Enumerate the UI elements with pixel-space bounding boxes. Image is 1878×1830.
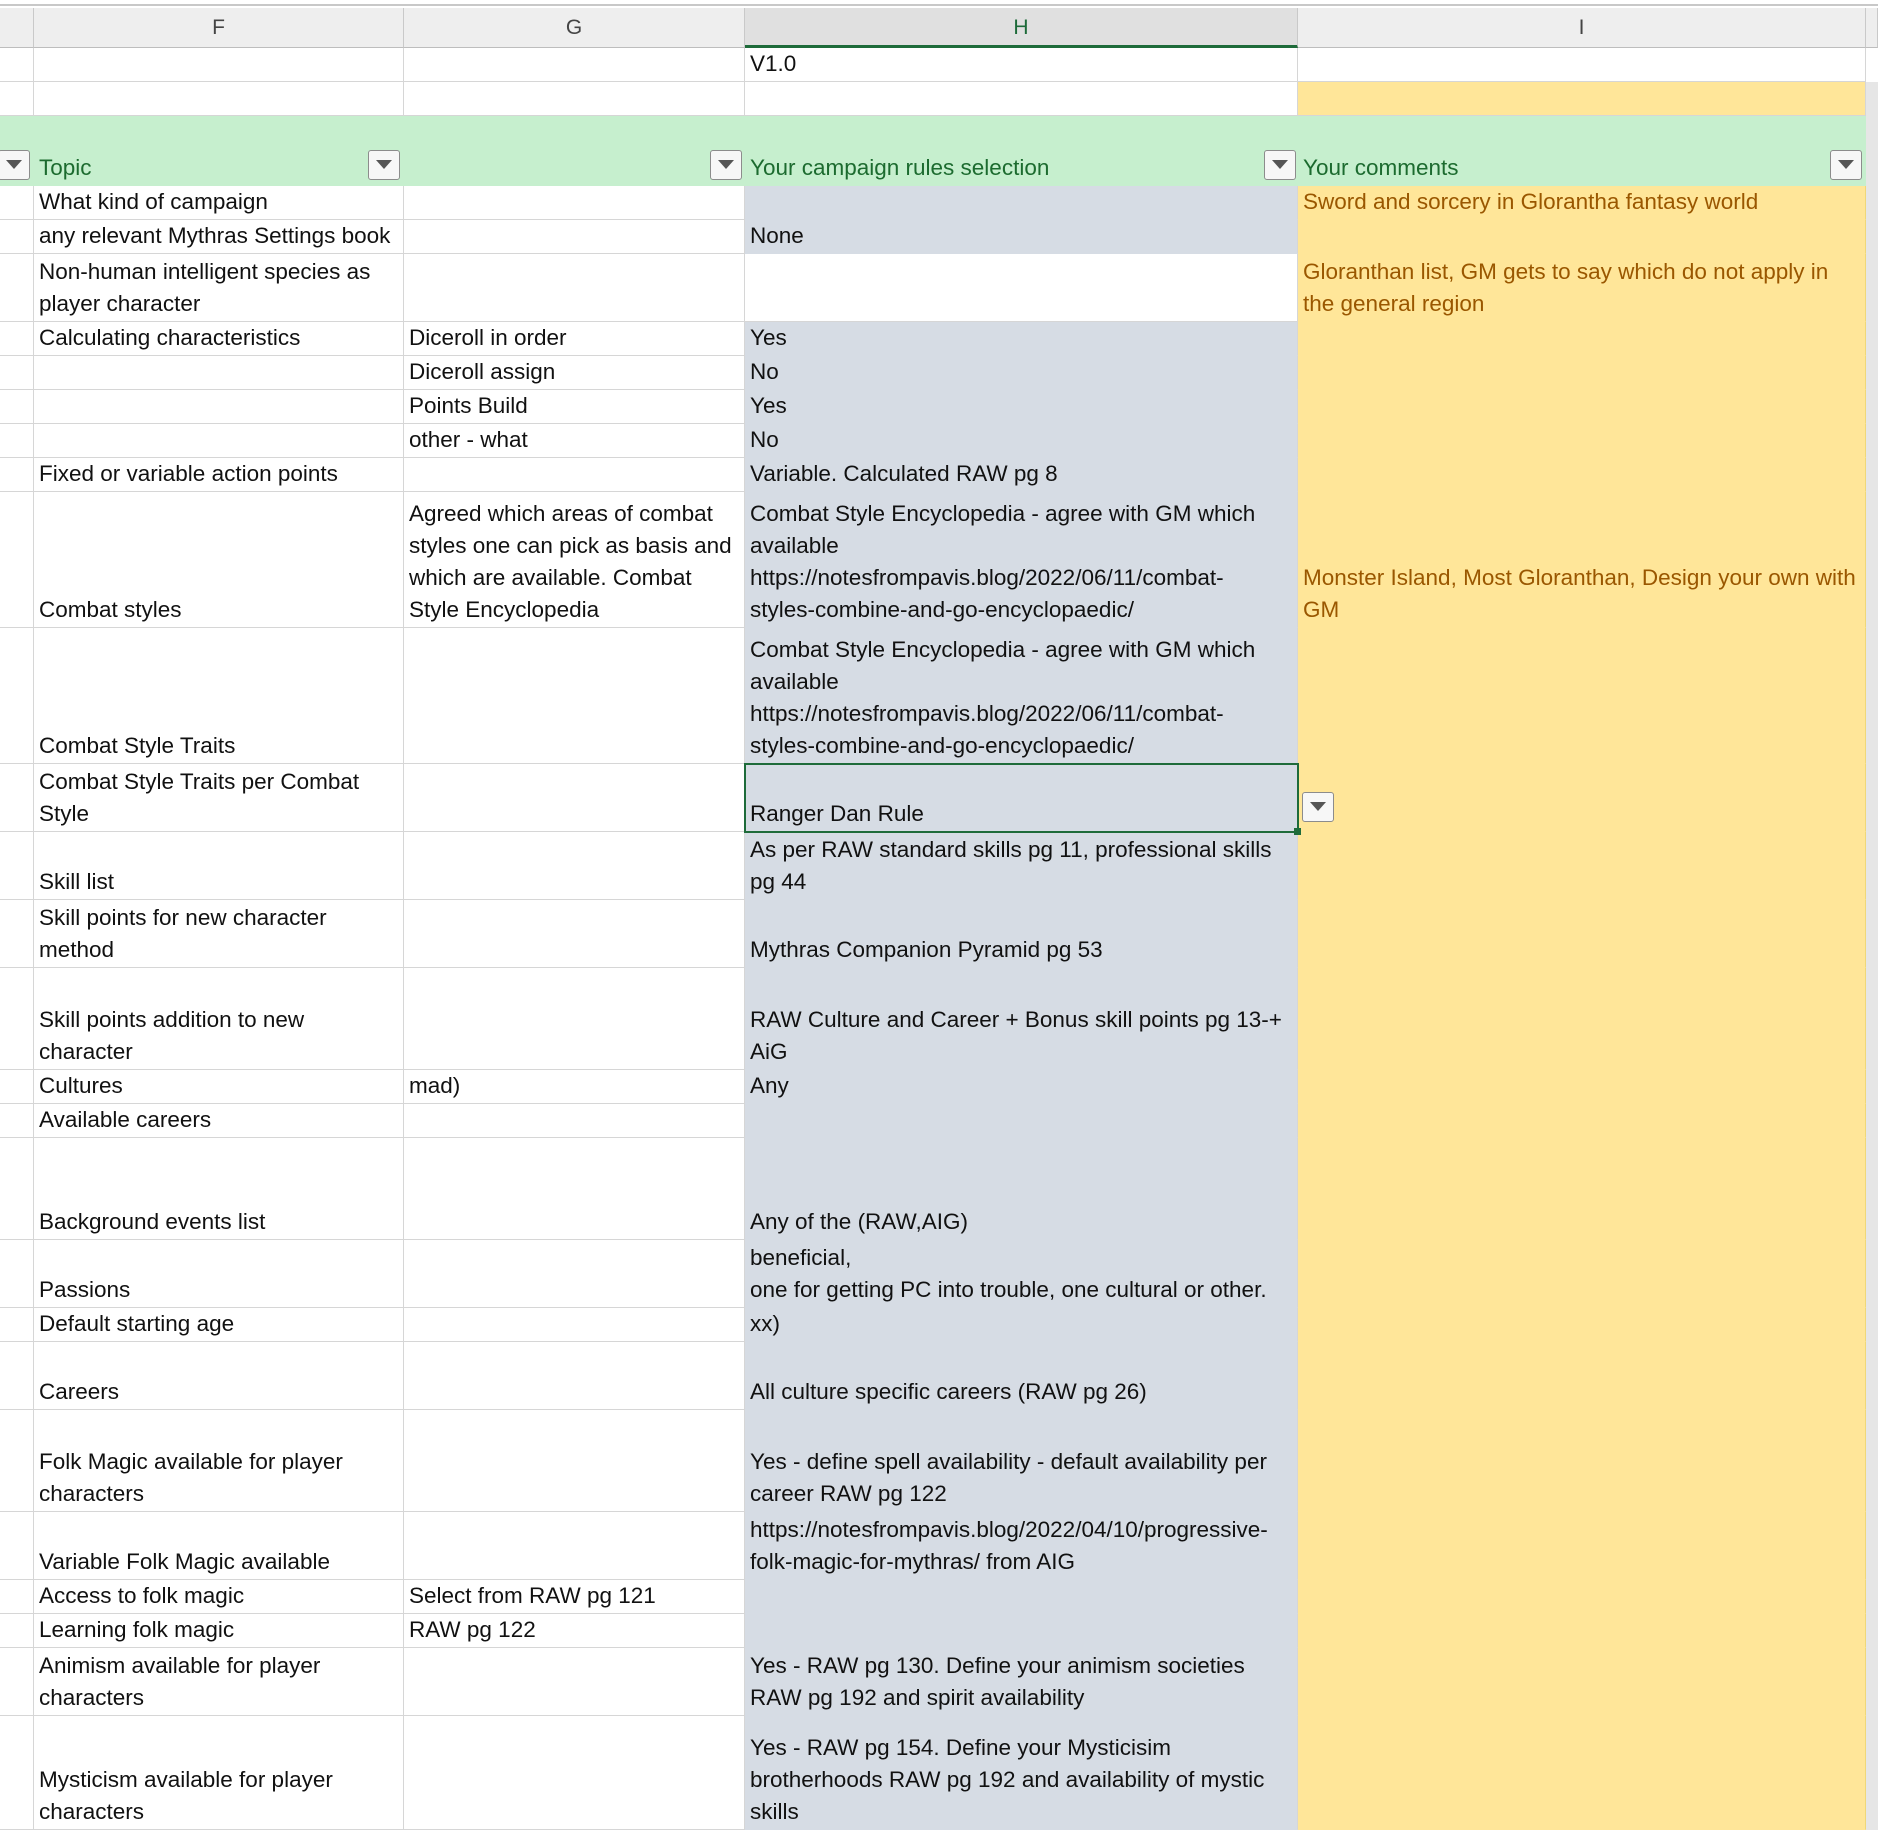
selection-cell[interactable]: [745, 220, 1298, 254]
comment-cell[interactable]: [1298, 764, 1866, 832]
header-selection-text: Your campaign rules selection: [750, 155, 1050, 180]
comment-cell[interactable]: [1298, 220, 1866, 254]
selection-cell-text: No: [750, 359, 779, 384]
selection-cell-text: Yes: [750, 325, 787, 350]
selection-cell[interactable]: [745, 1580, 1298, 1614]
selection-cell-text: Yes - RAW pg 130. Define your animism societies RAW pg 192 and spirit availability: [750, 1653, 1245, 1710]
row-margin[interactable]: [0, 458, 34, 492]
comment-cell[interactable]: [1298, 322, 1866, 356]
selection-cell[interactable]: [745, 1342, 1298, 1410]
selection-cell[interactable]: [745, 1410, 1298, 1512]
option-cell[interactable]: [404, 1580, 745, 1614]
toolbar-edge: [0, 4, 1878, 6]
row-margin[interactable]: [0, 1342, 34, 1410]
topic-cell-text: Background events list: [39, 1209, 266, 1234]
col-header-f[interactable]: F: [34, 8, 404, 48]
comment-cell[interactable]: [1298, 424, 1866, 458]
option-cell[interactable]: [404, 764, 745, 832]
comment-cell[interactable]: [1298, 968, 1866, 1070]
topic-cell-text: Available careers: [39, 1107, 212, 1132]
comment-cell[interactable]: [1298, 458, 1866, 492]
comment-cell[interactable]: [1298, 254, 1866, 322]
selection-cell[interactable]: [745, 186, 1298, 220]
row-margin[interactable]: [0, 1614, 34, 1648]
selection-cell[interactable]: [745, 764, 1298, 832]
topic-cell-text: Combat Style Traits per Combat Style: [39, 769, 360, 826]
selection-cell[interactable]: [745, 1138, 1298, 1240]
cell-empty[interactable]: [404, 82, 745, 116]
row-margin[interactable]: [0, 1070, 34, 1104]
topic-cell[interactable]: [34, 764, 404, 832]
next-column-edge: [1866, 82, 1878, 1830]
row-margin[interactable]: [0, 1410, 34, 1512]
selection-cell[interactable]: [745, 968, 1298, 1070]
option-cell[interactable]: [404, 1138, 745, 1240]
col-header-blank[interactable]: [0, 8, 34, 48]
topic-cell-text: any relevant Mythras Settings book: [39, 223, 391, 248]
row-margin[interactable]: [0, 220, 34, 254]
topic-cell-text: Combat Style Traits: [39, 733, 236, 758]
selection-cell[interactable]: [745, 1648, 1298, 1716]
row-margin[interactable]: [0, 424, 34, 458]
row-margin[interactable]: [0, 254, 34, 322]
selection-cell[interactable]: [745, 322, 1298, 356]
row-margin[interactable]: [0, 1104, 34, 1138]
option-cell-text: Select from RAW pg 121: [409, 1583, 656, 1608]
topic-cell[interactable]: [34, 1138, 404, 1240]
col-header-h[interactable]: H: [745, 8, 1298, 48]
filter-dropdown-icon: [376, 160, 392, 170]
selection-cell-text: Variable. Calculated RAW pg 8: [750, 461, 1058, 486]
comment-cell[interactable]: [1298, 1104, 1866, 1138]
header-blank[interactable]: [404, 116, 745, 186]
comment-cell[interactable]: [1298, 1308, 1866, 1342]
selection-cell[interactable]: [745, 390, 1298, 424]
option-cell[interactable]: [404, 1240, 745, 1308]
comment-cell-text: Gloranthan list, GM gets to say which do not apply in the general region: [1303, 259, 1829, 316]
selection-cell-text: Yes: [750, 393, 787, 418]
comment-cell[interactable]: [1298, 1240, 1866, 1308]
option-cell-text: mad): [409, 1073, 461, 1098]
fill-handle[interactable]: [1294, 828, 1301, 835]
header-comments-text: Your comments: [1303, 155, 1459, 180]
option-cell[interactable]: [404, 1104, 745, 1138]
version-cell-text: V1.0: [750, 51, 797, 76]
row-margin[interactable]: [0, 764, 34, 832]
comment-cell[interactable]: [1298, 390, 1866, 424]
header-topic-text: Topic: [39, 155, 92, 180]
row-margin[interactable]: [0, 832, 34, 900]
comment-cell[interactable]: [1298, 356, 1866, 390]
row-margin[interactable]: [0, 1240, 34, 1308]
topic-cell-text: Cultures: [39, 1073, 123, 1098]
selection-cell[interactable]: [745, 1512, 1298, 1580]
filter-button-g[interactable]: [710, 150, 742, 180]
option-cell-text: Agreed which areas of combat styles one can pick as basis and which are available. Combat Style Encyclopedia: [409, 501, 732, 622]
row-margin[interactable]: [0, 356, 34, 390]
col-header-i[interactable]: I: [1298, 8, 1866, 48]
option-cell[interactable]: [404, 1070, 745, 1104]
option-cell[interactable]: [404, 390, 745, 424]
topic-cell[interactable]: [34, 1240, 404, 1308]
col-header-g[interactable]: G: [404, 8, 745, 48]
cell-empty[interactable]: [1298, 48, 1866, 82]
option-cell[interactable]: [404, 628, 745, 764]
cell-empty[interactable]: [745, 82, 1298, 116]
comment-cell[interactable]: [1298, 1648, 1866, 1716]
comment-cell[interactable]: [1298, 1138, 1866, 1240]
col-header-next[interactable]: [1866, 8, 1878, 48]
option-cell[interactable]: [404, 1716, 745, 1830]
row-margin[interactable]: [0, 390, 34, 424]
header-topic[interactable]: [34, 116, 404, 186]
topic-cell[interactable]: [34, 900, 404, 968]
selection-cell-text: As per RAW standard skills pg 11, professional skills pg 44: [750, 837, 1272, 894]
header-selection[interactable]: [745, 116, 1298, 186]
topic-cell[interactable]: [34, 220, 404, 254]
selection-cell-text: Combat Style Encyclopedia - agree with GM which available https://notesfrompavis.blog/2022/06/11/combat- styles-combine-and-go-encyclopaedic/: [750, 501, 1256, 622]
option-cell[interactable]: [404, 1614, 745, 1648]
selection-cell[interactable]: [745, 1308, 1298, 1342]
cell-empty[interactable]: [34, 48, 404, 82]
topic-cell[interactable]: [34, 390, 404, 424]
selection-cell[interactable]: [745, 1614, 1298, 1648]
comment-cell[interactable]: [1298, 1410, 1866, 1512]
comment-cell-text: Monster Island, Most Gloranthan, Design your own with GM: [1303, 565, 1856, 622]
option-cell[interactable]: [404, 322, 745, 356]
row-margin[interactable]: [0, 1512, 34, 1580]
comment-cell[interactable]: [1298, 186, 1866, 220]
cell-dropdown-button[interactable]: [1302, 792, 1334, 822]
chevron-down-icon: [1310, 802, 1326, 812]
selection-cell-text: None: [750, 223, 804, 248]
row-margin[interactable]: [0, 1716, 34, 1830]
selection-cell-text: xx): [750, 1311, 780, 1336]
selection-cell[interactable]: [745, 1070, 1298, 1104]
comment-cell[interactable]: [1298, 628, 1866, 764]
selection-cell[interactable]: [745, 1104, 1298, 1138]
filter-button-topic[interactable]: [368, 150, 400, 180]
option-cell[interactable]: [404, 1648, 745, 1716]
topic-cell[interactable]: [34, 628, 404, 764]
cell-empty[interactable]: [34, 82, 404, 116]
topic-cell-text: What kind of campaign: [39, 189, 268, 214]
option-cell[interactable]: [404, 458, 745, 492]
topic-cell[interactable]: [34, 832, 404, 900]
row-margin[interactable]: [0, 628, 34, 764]
option-cell-text: Diceroll assign: [409, 359, 556, 384]
topic-cell[interactable]: [34, 1716, 404, 1830]
selection-cell-text: All culture specific careers (RAW pg 26): [750, 1379, 1147, 1404]
option-cell[interactable]: [404, 424, 745, 458]
option-cell[interactable]: [404, 220, 745, 254]
selection-cell-text: beneficial, one for getting PC into trouble, one cultural or other.: [750, 1245, 1267, 1302]
topic-cell[interactable]: [34, 1512, 404, 1580]
selection-cell-text: No: [750, 427, 779, 452]
selection-cell-text: Ranger Dan Rule: [750, 801, 924, 826]
topic-cell-text: Non-human intelligent species as player character: [39, 259, 371, 316]
topic-cell[interactable]: [34, 254, 404, 322]
selection-cell[interactable]: [745, 628, 1298, 764]
option-cell[interactable]: [404, 1342, 745, 1410]
topic-cell[interactable]: [34, 1580, 404, 1614]
filter-button-comments[interactable]: [1830, 150, 1862, 180]
row-margin[interactable]: [0, 492, 34, 628]
selection-cell[interactable]: [745, 458, 1298, 492]
topic-cell-text: Learning folk magic: [39, 1617, 235, 1642]
selection-cell[interactable]: [745, 424, 1298, 458]
selection-cell[interactable]: [745, 254, 1298, 322]
topic-cell-text: Mysticism available for player characters: [39, 1767, 333, 1824]
selection-cell[interactable]: [745, 900, 1298, 968]
option-cell[interactable]: [404, 1410, 745, 1512]
row-margin[interactable]: [0, 900, 34, 968]
comment-cell[interactable]: [1298, 1580, 1866, 1614]
topic-cell-text: Calculating characteristics: [39, 325, 301, 350]
comment-cell[interactable]: [1298, 1512, 1866, 1580]
row-margin[interactable]: [0, 968, 34, 1070]
selection-cell-text: https://notesfrompavis.blog/2022/04/10/progressive- folk-magic-for-mythras/ from AIG: [750, 1517, 1268, 1574]
selection-cell[interactable]: [745, 832, 1298, 900]
row-margin[interactable]: [0, 1308, 34, 1342]
option-cell[interactable]: [404, 186, 745, 220]
option-cell[interactable]: [404, 356, 745, 390]
filter-button-selection[interactable]: [1264, 150, 1296, 180]
topic-cell-text: Folk Magic available for player characters: [39, 1449, 343, 1506]
comment-cell[interactable]: [1298, 1614, 1866, 1648]
topic-cell[interactable]: [34, 968, 404, 1070]
topic-cell[interactable]: [34, 1648, 404, 1716]
version-cell[interactable]: [745, 48, 1298, 82]
option-cell-text: other - what: [409, 427, 528, 452]
row-margin[interactable]: [0, 1580, 34, 1614]
topic-cell-text: Combat styles: [39, 597, 182, 622]
topic-cell[interactable]: [34, 1070, 404, 1104]
topic-cell-text: Skill points for new character method: [39, 905, 327, 962]
topic-cell[interactable]: [34, 492, 404, 628]
cell-empty[interactable]: [1298, 82, 1866, 116]
option-cell[interactable]: [404, 1512, 745, 1580]
topic-cell-text: Skill points addition to new character: [39, 1007, 305, 1064]
option-cell[interactable]: [404, 900, 745, 968]
topic-cell-text: Access to folk magic: [39, 1583, 245, 1608]
cell-empty[interactable]: [404, 48, 745, 82]
topic-cell-text: Passions: [39, 1277, 131, 1302]
topic-cell-text: Fixed or variable action points: [39, 461, 338, 486]
comment-cell[interactable]: [1298, 900, 1866, 968]
selection-cell-text: RAW Culture and Career + Bonus skill points pg 13-+ AiG: [750, 1007, 1282, 1064]
selection-cell-text: Yes - define spell availability - default availability per career RAW pg 122: [750, 1449, 1267, 1506]
option-cell[interactable]: [404, 492, 745, 628]
topic-cell[interactable]: [34, 322, 404, 356]
comment-cell-text: Sword and sorcery in Glorantha fantasy world: [1303, 189, 1759, 214]
selection-cell-text: Combat Style Encyclopedia - agree with GM which available https://notesfrompavis.blog/2022/06/11/combat- styles-combine-and-go-encyclopaedic/: [750, 637, 1256, 758]
filter-dropdown-icon: [1838, 160, 1854, 170]
comment-cell[interactable]: [1298, 1070, 1866, 1104]
topic-cell[interactable]: [34, 458, 404, 492]
selection-cell-text: Mythras Companion Pyramid pg 53: [750, 937, 1103, 962]
topic-cell[interactable]: [34, 424, 404, 458]
cell-empty[interactable]: [0, 82, 34, 116]
filter-dropdown-icon: [718, 160, 734, 170]
comment-cell[interactable]: [1298, 1716, 1866, 1830]
topic-cell-text: Careers: [39, 1379, 120, 1404]
comment-cell[interactable]: [1298, 832, 1866, 900]
filter-dropdown-icon: [6, 160, 22, 170]
cell-empty[interactable]: [0, 48, 34, 82]
selection-cell-text: Yes - RAW pg 154. Define your Mysticisim brotherhoods RAW pg 192 and availability of mystic skills: [750, 1735, 1265, 1824]
comment-cell[interactable]: [1298, 1342, 1866, 1410]
filter-dropdown-icon: [1272, 160, 1288, 170]
selection-cell-text: Any: [750, 1073, 789, 1098]
topic-cell[interactable]: [34, 1410, 404, 1512]
topic-cell[interactable]: [34, 1614, 404, 1648]
selection-cell[interactable]: [745, 492, 1298, 628]
option-cell-text: Points Build: [409, 393, 528, 418]
row-margin[interactable]: [0, 1648, 34, 1716]
selection-cell-text: Any of the (RAW,AIG): [750, 1209, 968, 1234]
selection-cell[interactable]: [745, 1716, 1298, 1830]
topic-cell[interactable]: [34, 186, 404, 220]
row-margin[interactable]: [0, 322, 34, 356]
option-cell-text: Diceroll in order: [409, 325, 567, 350]
topic-cell[interactable]: [34, 1342, 404, 1410]
topic-cell-text: Variable Folk Magic available: [39, 1549, 330, 1574]
comment-cell[interactable]: [1298, 492, 1866, 628]
header-comments[interactable]: [1298, 116, 1866, 186]
option-cell[interactable]: [404, 1308, 745, 1342]
topic-cell-text: Animism available for player characters: [39, 1653, 321, 1710]
topic-cell-text: Skill list: [39, 869, 115, 894]
option-cell-text: RAW pg 122: [409, 1617, 536, 1642]
option-cell[interactable]: [404, 832, 745, 900]
topic-cell-text: Default starting age: [39, 1311, 235, 1336]
option-cell[interactable]: [404, 968, 745, 1070]
topic-cell[interactable]: [34, 1104, 404, 1138]
row-margin[interactable]: [0, 1138, 34, 1240]
topic-cell[interactable]: [34, 356, 404, 390]
selection-cell[interactable]: [745, 356, 1298, 390]
option-cell[interactable]: [404, 254, 745, 322]
topic-cell[interactable]: [34, 1308, 404, 1342]
filter-button-pre[interactable]: [0, 150, 30, 180]
row-margin[interactable]: [0, 186, 34, 220]
selection-cell[interactable]: [745, 1240, 1298, 1308]
